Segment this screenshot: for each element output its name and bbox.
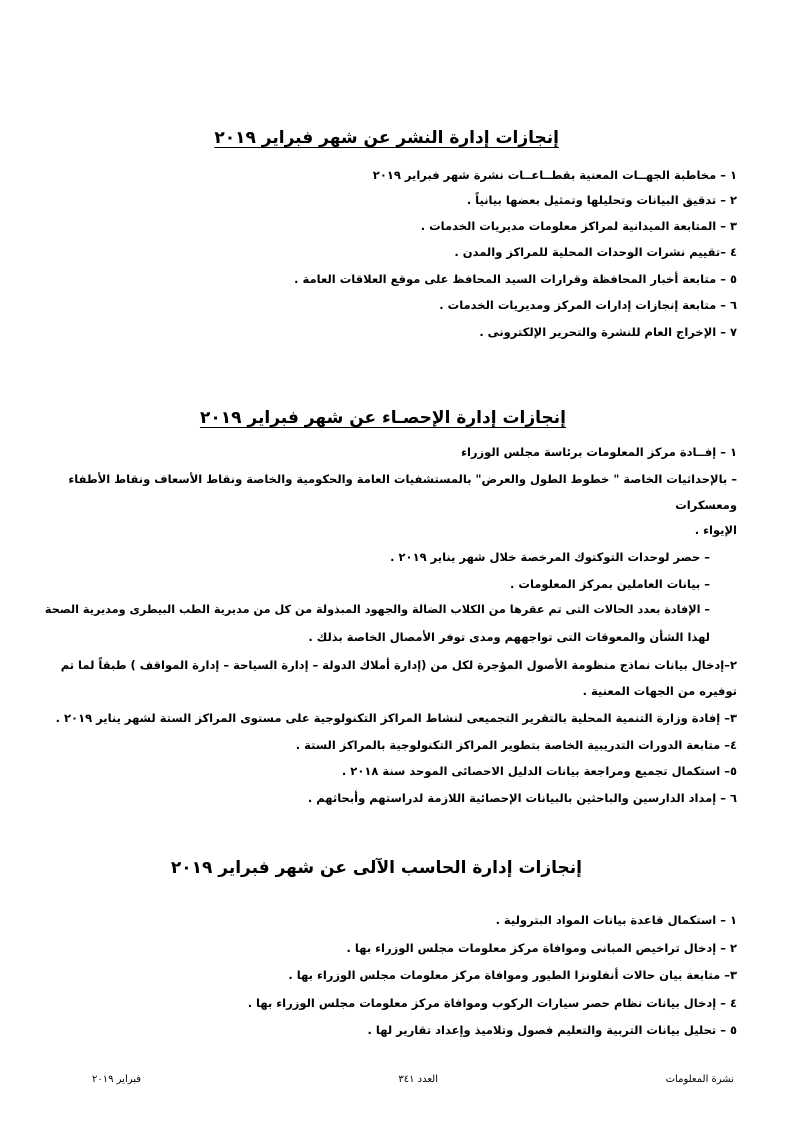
list-item: ٥ – تحليل بيانات التربية والتعليم فصول وتلاميذ وإعداد تقارير لها .: [367, 1023, 737, 1037]
list-item: لهذا الشأن والمعوقات التى تواجههم ومدى توفر الأمصال الخاصة بذلك .: [308, 630, 710, 644]
list-item: ١ – إفــادة مركز المعلومات برئاسة مجلس الوزراء: [461, 445, 737, 459]
list-item: توفيره من الجهات المعنية .: [582, 684, 737, 698]
list-item: ٤ – إدخال بيانات نظام حصر سيارات الركوب وموافاة مركز معلومات مجلس الوزراء بها .: [247, 996, 737, 1010]
footer-publication: نشرة المعلومات: [665, 1074, 734, 1085]
list-item: ١ – استكمال قاعدة بيانات المواد البترولية .: [495, 913, 737, 927]
list-item: – الإفادة بعدد الحالات التى تم عقرها من الكلاب الضالة والجهود المبذولة من كل من مديرية الطب البيطرى ومديرية الصحة: [44, 603, 710, 616]
list-item: ٥ – متابعة أخبار المحافظة وقرارات السيد المحافظ على موقع العلاقات العامة .: [294, 272, 737, 286]
list-item: ٤– متابعة الدورات التدريبية الخاصة بتطوير المراكز التكنولوجية بالمراكز الستة .: [295, 738, 737, 752]
list-item: الإيواء .: [694, 523, 737, 537]
list-item: ٣ – المتابعة الميدانية لمراكز معلومات مديريات الخدمات .: [420, 219, 737, 233]
list-item: – حصر لوحدات التوكتوك المرخصة خلال شهر يناير ٢٠١٩ .: [390, 550, 710, 564]
list-item: ٥– استكمال تجميع ومراجعة بيانات الدليل الاحصائى الموحد سنة ٢٠١٨ .: [341, 764, 737, 778]
list-item: ١ – مخاطبة الجهــات المعنية بقطــاعــات نشرة شهر فبراير ٢٠١٩: [372, 168, 737, 182]
footer-date: فبراير ٢٠١٩: [92, 1074, 142, 1085]
list-item: ٧ – الإخراج العام للنشرة والتحرير الإلكترونى .: [479, 325, 737, 339]
footer-issue: العدد ٣٤١: [398, 1074, 438, 1085]
list-item: ٦ – متابعة إنجازات إدارات المركز ومديريات الخدمات .: [439, 298, 737, 312]
list-item: – بالإحداثيات الخاصة " خطوط الطول والعرض" بالمستشفيات العامة والحكومية والخاصة ونقاط الأسعاف ونقاط الأطفاء: [68, 472, 737, 486]
list-item: ومعسكرات: [675, 498, 737, 512]
section-title-publishing: إنجازات إدارة النشر عن شهر فبراير ٢٠١٩: [214, 128, 559, 148]
list-item: ٢–إدخال بيانات نماذج منظومة الأصول المؤجرة لكل من (إدارة أملاك الدولة – إدارة السياحة – إدارة المواقف ) طبقاً لما تم: [60, 658, 737, 672]
list-item: – بيانات العاملين بمركز المعلومات .: [510, 577, 710, 591]
list-item: ٢ – إدخال تراخيص المبانى وموافاة مركز معلومات مجلس الوزراء بها .: [346, 941, 737, 955]
list-item: ٣– متابعة بيان حالات أنفلونزا الطيور وموافاة مركز معلومات مجلس الوزراء بها .: [288, 968, 737, 982]
list-item: ٢ – تدقيق البيانات وتحليلها وتمثيل بعضها بيانياً .: [466, 193, 737, 207]
list-item: ٤ –تقييم نشرات الوحدات المحلية للمراكز والمدن .: [454, 245, 737, 259]
section-title-statistics: إنجازات إدارة الإحصـاء عن شهر فبراير ٢٠١٩: [199, 408, 566, 428]
list-item: ٣– إفادة وزارة التنمية المحلية بالتقرير التجميعى لنشاط المراكز التكنولوجية على مستوى المراكز الستة لشهر يناير ٢٠١٩ .: [55, 711, 737, 725]
list-item: ٦ – إمداد الدارسين والباحثين بالبيانات الإحصائية اللازمة لدراستهم وأبحاثهم .: [307, 791, 737, 805]
section-title-computing: إنجازات إدارة الحاسب الآلى عن شهر فبراير ٢٠١٩: [170, 858, 582, 878]
